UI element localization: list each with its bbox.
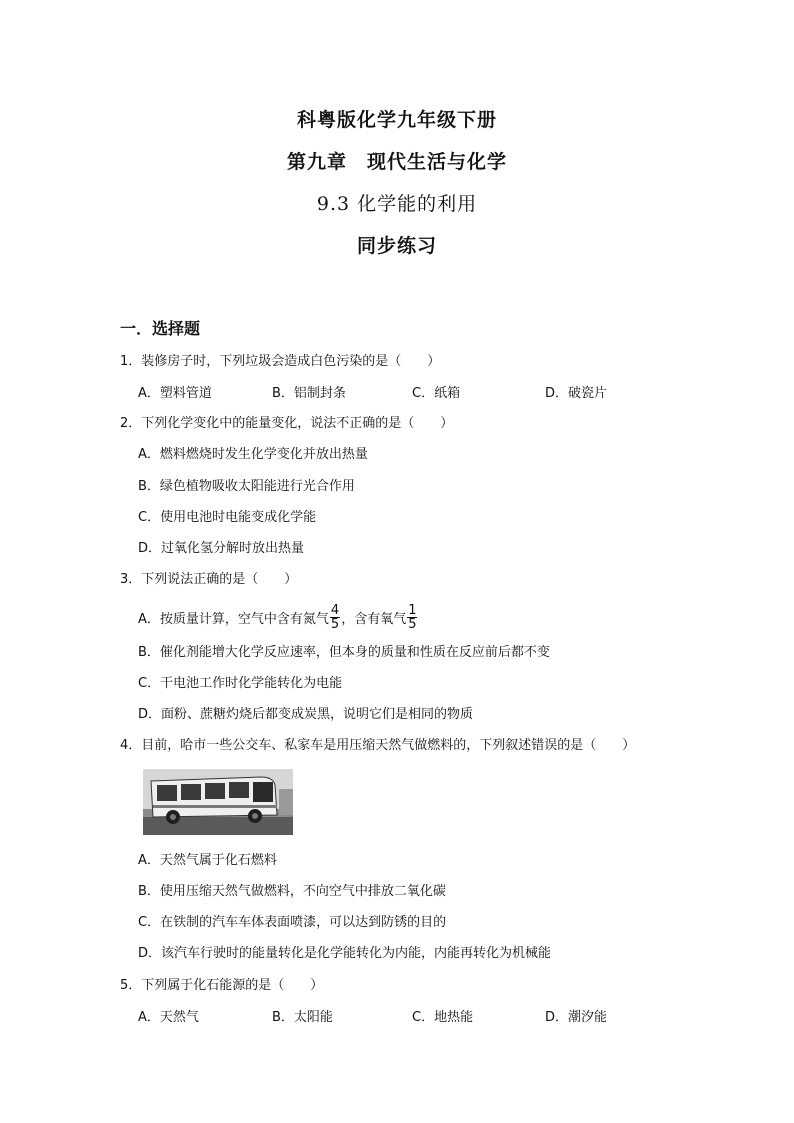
fraction-denominator: 5 (330, 617, 340, 632)
question-1-stem: 1．装修房子时，下列垃圾会造成白色污染的是（ ） (120, 354, 441, 369)
lesson-title: 9.3 化学能的利用 (316, 193, 478, 215)
question-1-option-c: C．纸箱 (412, 386, 461, 401)
fraction-numerator: 4 (330, 603, 340, 618)
question-4-option-b: B．使用压缩天然气做燃料，不向空气中排放二氧化碳 (138, 884, 446, 899)
question-3-option-a-text1: A．按质量计算，空气中含有氮气 (138, 612, 329, 627)
question-5-option-d: D．潮汐能 (545, 1010, 608, 1025)
question-3-stem: 3．下列说法正确的是（ ） (120, 572, 298, 587)
question-3-option-a (138, 603, 418, 634)
question-4-option-a: A．天然气属于化石燃料 (138, 853, 277, 868)
question-2-stem: 2．下列化学变化中的能量变化，说法不正确的是（ ） (120, 416, 454, 431)
question-4-option-c: C．在铁制的汽车车体表面喷漆，可以达到防锈的目的 (138, 915, 447, 930)
question-3-option-d: D．面粉、蔗糖灼烧后都变成炭黑，说明它们是相同的物质 (138, 707, 474, 722)
question-4-stem: 4．目前，哈市一些公交车、私家车是用压缩天然气做燃料的，下列叙述错误的是（ ） (120, 738, 636, 753)
question-2-option-b: B．绿色植物吸收太阳能进行光合作用 (138, 479, 355, 494)
fraction-numerator: 1 (408, 603, 417, 618)
bus-photo (143, 769, 293, 835)
question-2-option-d: D．过氧化氢分解时放出热量 (138, 541, 305, 556)
fraction-nitrogen (330, 604, 340, 631)
question-4-option-d: D．该汽车行驶时的能量转化是化学能转化为内能，内能再转化为机械能 (138, 946, 552, 961)
question-3-option-a-text2: ，含有氧气 (341, 612, 407, 627)
question-2-option-a: A．燃料燃烧时发生化学变化并放出热量 (138, 447, 368, 462)
question-1-option-d: D．破瓷片 (545, 386, 608, 401)
question-5-stem: 5．下列属于化石能源的是（ ） (120, 978, 324, 993)
fraction-denominator: 5 (408, 617, 417, 632)
chapter-title: 第九章 现代生活与化学 (286, 151, 507, 173)
question-1-option-b: B．铝制封条 (272, 386, 346, 401)
question-3-option-b: B．催化剂能增大化学反应速率，但本身的质量和性质在反应前后都不变 (138, 645, 550, 660)
book-title: 科粤版化学九年级下册 (296, 109, 497, 131)
section-heading: 一．选择题 (120, 319, 201, 338)
question-5-option-c: C．地热能 (412, 1010, 474, 1025)
question-3-option-c: C．干电池工作时化学能转化为电能 (138, 676, 343, 691)
question-5-option-b: B．太阳能 (272, 1010, 333, 1025)
question-1-option-a: A．塑料管道 (138, 386, 212, 401)
question-5-option-a: A．天然气 (138, 1010, 199, 1025)
exercise-title: 同步练习 (356, 235, 437, 257)
fraction-oxygen (407, 604, 417, 631)
question-2-option-c: C．使用电池时电能变成化学能 (138, 510, 317, 525)
